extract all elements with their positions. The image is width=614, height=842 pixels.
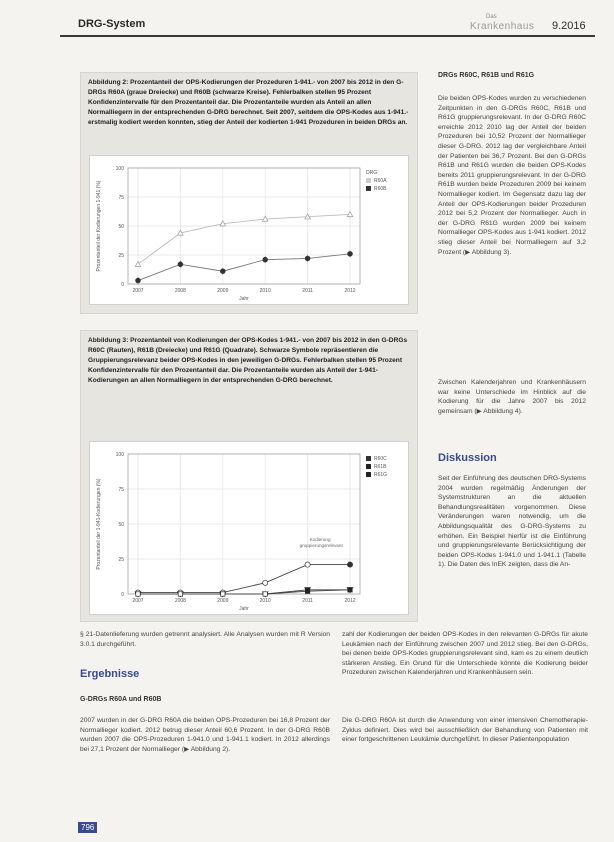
x-tick-label: 2012: [344, 598, 356, 604]
x-axis-label: Jahr: [239, 296, 249, 302]
x-tick-label: 2010: [259, 288, 271, 294]
figure-3: [80, 330, 418, 622]
figure-2-chart: [90, 156, 408, 304]
y-tick-label: 50: [118, 522, 124, 528]
data-point: [305, 256, 310, 261]
data-point: [136, 592, 140, 596]
y-tick-label: 100: [115, 452, 124, 458]
data-point: [305, 589, 309, 593]
section-title: DRG-System: [78, 18, 146, 30]
legend-swatch: [366, 456, 371, 461]
y-axis-label: Prozentanteil der 1-941-Kodierungen (%): [96, 478, 102, 570]
issue-number: 9.2016: [552, 20, 586, 32]
annotation-line: Kodierung: [309, 536, 331, 542]
x-tick-label: 2011: [302, 598, 313, 604]
data-point: [220, 269, 225, 274]
legend-label: R61G: [374, 472, 388, 478]
legend-label: R61B: [374, 464, 387, 470]
legend-swatch: [366, 464, 371, 469]
legend-swatch: [366, 186, 371, 191]
x-tick-label: 2008: [174, 598, 186, 604]
y-tick-label: 0: [121, 592, 124, 598]
annotation-line: gruppierungsrelevant: [299, 542, 343, 548]
right-paragraph-1: Die beiden OPS-Kodes wurden zu verschiedenen Zeitpunkten in den G-DRGs R60C, R61B und R61G gruppierungsrelevant. In der G-DRG R60C erreichte 2012 2010 lag der Anteil der beiden Prozeduren bei 10,52 Prozent der Normallieger dieser G-DRG. 2012 lag der vergleichbare Anteil der Patienten bei 36,7 Prozent. Bei den G-DRGs R61B und R61G wurden die beiden OPS-Kodes bereits 2011 gruppierungsrelevant. In der G-DRG R61B wurden beide Prozeduren 2009 bei keinem Normallieger kodiert. Im Gegensatz dazu lag der Anteil der OPS-Kodierungen beider Prozeduren 2012 bei 5,2 Prozent der Normallieger. Auch in der G-DRG R61G wurden 2009 bei keinem Normallieger OPS-Kodes aus 1-941 kodiert. 2012 stieg dieser Anteil bei Normalliegern auf 3,2 Prozent (▶ Abbildung 3).: [438, 95, 586, 256]
figure-2-caption: Abbildung 2: Prozentanteil der OPS-Kodierungen der Prozeduren 1-941.- von 2007 bis 2012 in den G-DRGs R60A (graue Dreiecke) und R60B (schwarze Kreise). Fehlerbalken stellen 95 Prozent Konfidenzintervalle für den Prozentanteil dar. Die Prozentanteile wurden als Anteil an allen Normalliegern in der entsprechenden G-DRG berechnet. Seit 2007, seitdem die OPS-Kodes aus 1-941.- erstmalig kodiert werden konnten, stieg der Anteil der kodierten 1-941 Prozeduren in beiden DRGs an.: [88, 79, 409, 126]
y-tick-label: 50: [118, 224, 124, 230]
data-point: [263, 257, 268, 262]
data-point: [221, 592, 225, 596]
page-header: [0, 14, 614, 52]
data-point: [347, 562, 352, 567]
y-axis-label: Prozentanteil der Kodierungen 1-941 (%): [96, 180, 102, 272]
discussion-paragraph-next: Die G-DRG R60A ist durch die Anwendung von einer intensiven Chemotherapie-Zyklus definiert. Dies wird bei ausschließlich der Behandlung von Patienten mit einer fortgeschrittenen Leukämie durchgeführt. In dieser Patientenpopulation: [342, 717, 588, 744]
series-line: [138, 590, 350, 594]
x-tick-label: 2011: [302, 288, 313, 294]
figure-2: [80, 72, 418, 314]
y-tick-label: 0: [121, 282, 124, 288]
header-rule: [60, 35, 595, 37]
ergebnisse-heading: Ergebnisse: [80, 668, 140, 680]
magazine-prefix: Das: [486, 14, 497, 20]
x-tick-label: 2007: [132, 288, 144, 294]
right-paragraph-3: Seit der Einführung des deutschen DRG-Systems 2004 wurden regelmäßig Änderungen der Systemstrukturen an die aktuellen Behandlungsrealitäten vorgenommen. Diese Veränderungen waren notwendig, um die Abbildungsqualität des G-DRG-Systems zu erhöhen. Ein Beispiel hierfür ist die Einführung und gruppierungsrelevante Berücksichtigung der beiden OPS-Kodes 1-941.0 und 1-941.1 (Tabelle 1). Die Daten des InEK zeigten, dass die An-: [438, 475, 586, 569]
x-tick-label: 2010: [259, 598, 271, 604]
right-paragraph-2: Zwischen Kalenderjahren und Krankenhäusern war keine Unterschiede im Hinblick auf die Kodierung für die Jahre 2007 bis 2012 gemeinsam (▶ Abbildung 4).: [438, 379, 586, 415]
discussion-paragraph-cont: zahl der Kodierungen der beiden OPS-Kodes in den relevanten G-DRGs für akute Leukämien nach der Einführung zwischen 2007 und 2012 stieg. Bei den G-DRGs, bei denen beide OPS-Kodes gruppierungsrelevant sind, kam es zu einem deutlich stärkeren Anstieg. Ein Grund für die Unterschiede könnte die Kodierung beider Prozeduren zwischen Kalenderjahren und Krankenhäusern sein.: [342, 631, 588, 677]
legend-label: R60B: [374, 186, 387, 192]
y-tick-label: 75: [118, 195, 124, 201]
right-subheading: DRGs R60C, R61B und R61G: [438, 72, 535, 79]
legend-title: DRG: [366, 170, 378, 176]
legend-label: R60C: [374, 456, 387, 462]
results-paragraph: 2007 wurden in der G-DRG R60A die beiden OPS-Prozeduren bei 16,8 Prozent der Normallieger kodiert. 2012 betrug dieser Anteil 60,6 Prozent. In der G-DRG R60B wurden 2007 die OPS-Prozeduren 1-941.0 und 1-941.1 kodiert. In 2012 allerdings bei 27,1 Prozent der Normallieger (▶ Abbildung 2).: [80, 717, 330, 753]
methods-end: § 21-Datenlieferung wurden getrennt analysiert. Alle Analysen wurden mit R Version 3.0.1 durchgeführt.: [80, 631, 330, 648]
figure-2-plot: [89, 155, 409, 305]
data-point: [348, 251, 353, 256]
page-number: 796: [78, 822, 97, 833]
series-line: [138, 254, 350, 281]
data-point: [178, 592, 182, 596]
y-tick-label: 25: [118, 253, 124, 259]
data-point: [178, 262, 183, 267]
legend-label: R60A: [374, 178, 387, 184]
data-point: [263, 580, 268, 585]
figure-3-chart: [90, 442, 408, 614]
y-tick-label: 100: [115, 166, 124, 172]
y-tick-label: 75: [118, 487, 124, 493]
x-tick-label: 2009: [217, 598, 229, 604]
x-tick-label: 2007: [132, 598, 144, 604]
x-tick-label: 2012: [344, 288, 356, 294]
legend-swatch: [366, 178, 371, 183]
x-tick-label: 2009: [217, 288, 229, 294]
series-line: [138, 214, 350, 264]
figure-3-plot: [89, 441, 409, 615]
series-line: [138, 565, 350, 593]
y-tick-label: 25: [118, 557, 124, 563]
x-axis-label: Jahr: [239, 606, 249, 612]
magazine-name: Krankenhaus: [470, 21, 535, 32]
x-tick-label: 2008: [174, 288, 186, 294]
legend-swatch: [366, 472, 371, 477]
diskussion-heading: Diskussion: [438, 452, 497, 464]
data-point: [136, 278, 141, 283]
data-point: [305, 562, 310, 567]
data-point: [135, 261, 141, 266]
results-subheading: G-DRGs R60A und R60B: [80, 696, 162, 703]
figure-3-caption: Abbildung 3: Prozentanteil von Kodierungen der OPS-Kodes 1-941.- von 2007 bis 2012 in den G-DRGs R60C (Rauten), R61B (Dreiecke) und R61G (Quadrate). Schwarze Symbole repräsentieren die Gruppierungsrelevanz beider OPS-Kodes in den jeweiligen G-DRGs. Fehlerbalken stellen 95 Prozent Konfidenzintervalle für den Prozentanteil dar. Die Prozentanteile wurden als Anteil der 1-941-Kodierungen an allen Normalliegern in der entsprechenden G-DRG berechnet.: [88, 337, 408, 384]
data-point: [263, 592, 267, 596]
data-point: [348, 588, 352, 592]
